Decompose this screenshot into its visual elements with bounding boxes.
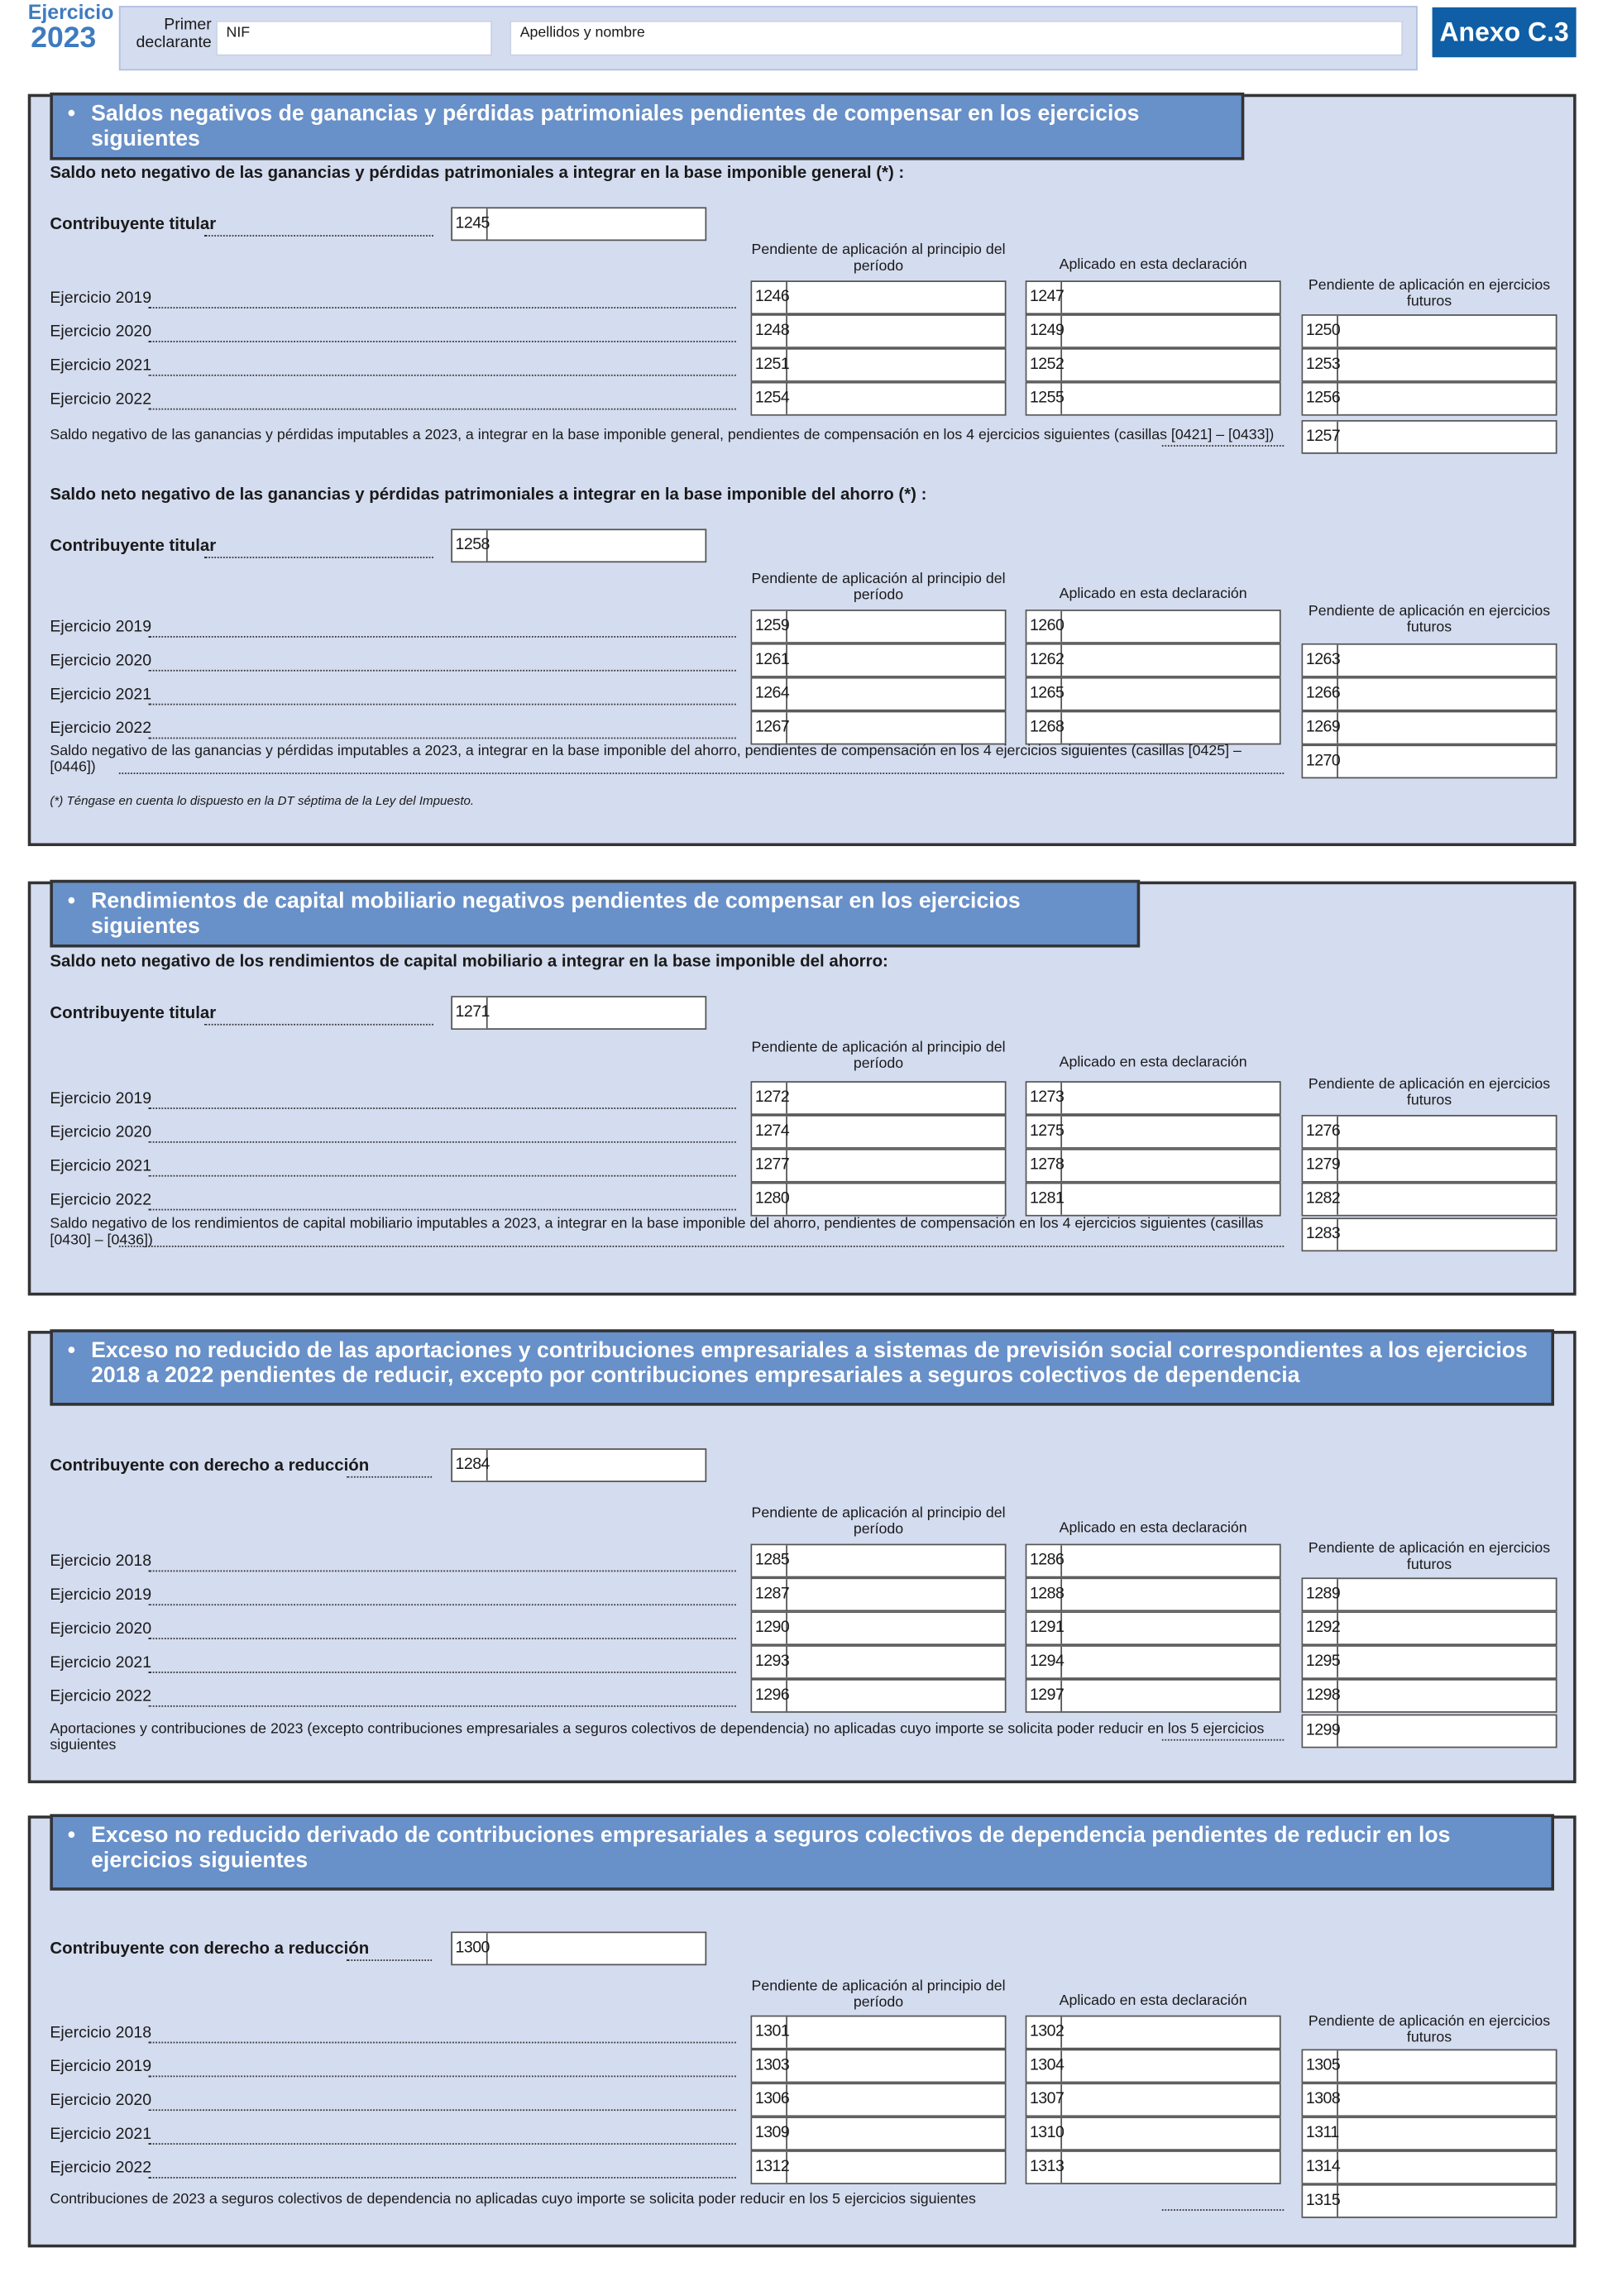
- col-header-applied: Aplicado en esta declaración: [1059, 1993, 1247, 2010]
- amount-field-total[interactable]: [1302, 2184, 1557, 2218]
- row-label: Ejercicio 2022: [50, 720, 152, 738]
- holder-label: Contribuyente titular: [50, 1004, 217, 1023]
- holder-field[interactable]: [451, 1931, 706, 1965]
- col-header-applied: Aplicado en esta declaración: [1059, 586, 1247, 603]
- holder-label: Contribuyente titular: [50, 538, 217, 556]
- amount-field-pending-start[interactable]: [751, 643, 1007, 677]
- casilla-code: 1311: [1303, 2118, 1338, 2149]
- amount-field-pending-future[interactable]: [1302, 2117, 1557, 2150]
- amount-field-applied[interactable]: [1026, 1544, 1281, 1578]
- col-header-applied: Aplicado en esta declaración: [1059, 1520, 1247, 1537]
- casilla-code: 1303: [752, 2050, 787, 2081]
- casilla-code: 1298: [1303, 1681, 1338, 1711]
- casilla-code: 1306: [752, 2084, 787, 2115]
- amount-field-pending-start[interactable]: [751, 1645, 1007, 1679]
- dot-leader: [148, 1672, 735, 1673]
- dot-leader: [1162, 445, 1284, 447]
- dot-leader: [148, 2177, 735, 2179]
- casilla-code: 1289: [1303, 1579, 1338, 1610]
- amount-field-applied[interactable]: [1026, 1577, 1281, 1611]
- dot-leader: [148, 738, 735, 739]
- casilla-code: 1312: [752, 2152, 787, 2183]
- casilla-code: 1314: [1303, 2152, 1338, 2183]
- amount-field-applied[interactable]: [1026, 711, 1281, 745]
- casilla-code: 1269: [1303, 712, 1338, 743]
- header-declarant-box: [119, 6, 1418, 70]
- amount-field-pending-start[interactable]: [751, 2050, 1007, 2083]
- nif-label: NIF: [226, 25, 251, 41]
- row-label: Ejercicio 2019: [50, 289, 152, 308]
- amount-field-applied[interactable]: [1026, 643, 1281, 677]
- casilla-code: 1245: [452, 208, 488, 239]
- casilla-code: 1256: [1303, 384, 1338, 414]
- amount-field-applied[interactable]: [1026, 314, 1281, 348]
- footnote: (*) Téngase en cuenta lo dispuesto en la DT séptima de la Ley del Impuesto.: [50, 793, 475, 808]
- casilla-code: 1248: [752, 316, 787, 347]
- casilla-code: 1296: [752, 1681, 787, 1711]
- holder-field[interactable]: [451, 1448, 706, 1482]
- row-label: Ejercicio 2018: [50, 2024, 152, 2042]
- amount-field-pending-start[interactable]: [751, 1149, 1007, 1183]
- col-header-applied: Aplicado en esta declaración: [1059, 1055, 1247, 1071]
- casilla-code: 1268: [1026, 712, 1062, 743]
- amount-field-applied[interactable]: [1026, 280, 1281, 314]
- row-label: Ejercicio 2022: [50, 1191, 152, 1209]
- dot-leader: [148, 375, 735, 376]
- dot-leader: [148, 1638, 735, 1639]
- casilla-code: 1291: [1026, 1613, 1062, 1643]
- bullet-icon: •: [67, 888, 76, 914]
- casilla-code: 1305: [1303, 2050, 1338, 2081]
- total-description: Contribuciones de 2023 a seguros colectivos de dependencia no aplicadas cuyo importe se solicita poder reducir en los 5 ejercicios siguientes: [50, 2191, 976, 2208]
- holder-label: Contribuyente titular: [50, 216, 217, 234]
- col-header-pending-future: Pendiente de aplicación en ejercicios futuros: [1308, 1076, 1551, 1108]
- section-title: [50, 1329, 1554, 1405]
- casilla-code: 1270: [1303, 746, 1338, 777]
- dot-leader: [148, 1141, 735, 1143]
- amount-field-applied[interactable]: [1026, 1115, 1281, 1149]
- amount-field-applied[interactable]: [1026, 2050, 1281, 2083]
- casilla-code: 1308: [1303, 2084, 1338, 2115]
- amount-field-applied[interactable]: [1026, 348, 1281, 382]
- holder-label: Contribuyente con derecho a reducción: [50, 1940, 370, 1959]
- row-label: Ejercicio 2022: [50, 2159, 152, 2178]
- dot-leader: [1162, 1739, 1284, 1741]
- amount-field-pending-future[interactable]: [1302, 2083, 1557, 2117]
- amount-field-pending-future[interactable]: [1302, 1645, 1557, 1679]
- anexo-badge: Anexo C.3: [1433, 7, 1576, 57]
- row-label: Ejercicio 2021: [50, 1653, 152, 1672]
- casilla-code: 1264: [752, 679, 787, 710]
- amount-field-applied[interactable]: [1026, 2016, 1281, 2050]
- casilla-code: 1277: [752, 1150, 787, 1181]
- row-label: Ejercicio 2019: [50, 618, 152, 637]
- dot-leader: [148, 1571, 735, 1572]
- dot-leader: [204, 235, 433, 237]
- amount-field-pending-future[interactable]: [1302, 1577, 1557, 1611]
- row-label: Ejercicio 2022: [50, 1687, 152, 1705]
- casilla-code: 1290: [752, 1613, 787, 1643]
- apellidos-field[interactable]: [510, 21, 1403, 56]
- amount-field-pending-start[interactable]: [751, 1679, 1007, 1713]
- amount-field-pending-start[interactable]: [751, 1183, 1007, 1217]
- amount-field-applied[interactable]: [1026, 1679, 1281, 1713]
- col-header-pending-start: Pendiente de aplicación al principio del período: [751, 1040, 1006, 1072]
- section-panel: [28, 882, 1576, 1296]
- amount-field-applied[interactable]: [1026, 1183, 1281, 1217]
- amount-field-pending-start[interactable]: [751, 711, 1007, 745]
- amount-field-pending-start[interactable]: [751, 2083, 1007, 2117]
- casilla-code: 1271: [452, 997, 488, 1028]
- casilla-code: 1249: [1026, 316, 1062, 347]
- amount-field-pending-start[interactable]: [751, 280, 1007, 314]
- dot-leader: [119, 1246, 1284, 1247]
- bullet-icon: •: [67, 1823, 76, 1849]
- amount-field-applied[interactable]: [1026, 2150, 1281, 2184]
- section-title: [50, 93, 1244, 160]
- casilla-code: 1261: [752, 645, 787, 676]
- section-title-text: Exceso no reducido de las aportaciones y contribuciones empresariales a sistemas de previsión social correspondientes a los ejercicios 2018 a 2022 pendientes de reducir, excepto por contribuciones empresariales a seguros colectivos de dependencia: [91, 1337, 1528, 1389]
- col-header-pending-future: Pendiente de aplicación en ejercicios futuros: [1308, 1541, 1551, 1573]
- casilla-code: 1259: [752, 611, 787, 642]
- dot-leader: [148, 2075, 735, 2077]
- row-label: Ejercicio 2020: [50, 1123, 152, 1141]
- amount-field-pending-start[interactable]: [751, 2117, 1007, 2150]
- row-label: Ejercicio 2020: [50, 652, 152, 670]
- dot-leader: [347, 1476, 432, 1478]
- row-label: Ejercicio 2021: [50, 356, 152, 375]
- casilla-code: 1266: [1303, 679, 1338, 710]
- casilla-code: 1251: [752, 350, 787, 380]
- casilla-code: 1300: [452, 1933, 488, 1964]
- amount-field-pending-future[interactable]: [1302, 1149, 1557, 1183]
- dot-leader: [148, 636, 735, 638]
- amount-field-pending-start[interactable]: [751, 1544, 1007, 1578]
- casilla-code: 1275: [1026, 1117, 1062, 1147]
- amount-field-pending-future[interactable]: [1302, 382, 1557, 416]
- block-subtitle: Saldo neto negativo de las ganancias y pérdidas patrimoniales a integrar en la base imponible general (*) :: [50, 164, 905, 183]
- casilla-code: 1263: [1303, 645, 1338, 676]
- section-panel: [28, 1815, 1576, 2247]
- amount-field-pending-future[interactable]: [1302, 314, 1557, 348]
- amount-field-applied[interactable]: [1026, 610, 1281, 643]
- amount-field-applied[interactable]: [1026, 1081, 1281, 1115]
- row-label: Ejercicio 2020: [50, 2092, 152, 2110]
- ejercicio-year: 2023: [31, 22, 97, 55]
- col-header-pending-start: Pendiente de aplicación al principio del período: [751, 242, 1006, 275]
- amount-field-pending-start[interactable]: [751, 1081, 1007, 1115]
- amount-field-pending-future[interactable]: [1302, 711, 1557, 745]
- dot-leader: [148, 1705, 735, 1707]
- casilla-code: 1292: [1303, 1613, 1338, 1643]
- row-label: Ejercicio 2021: [50, 1157, 152, 1175]
- casilla-code: 1280: [752, 1184, 787, 1214]
- casilla-code: 1293: [752, 1647, 787, 1677]
- dot-leader: [148, 670, 735, 672]
- col-header-pending-start: Pendiente de aplicación al principio del período: [751, 571, 1006, 604]
- amount-field-total[interactable]: [1302, 1217, 1557, 1251]
- section-title: [50, 880, 1140, 948]
- casilla-code: 1301: [752, 2016, 787, 2047]
- amount-field-pending-start[interactable]: [751, 1577, 1007, 1611]
- section-panel: [28, 94, 1576, 846]
- col-header-pending-start: Pendiente de aplicación al principio del período: [751, 1978, 1006, 2011]
- amount-field-pending-start[interactable]: [751, 610, 1007, 643]
- dot-leader: [347, 1959, 432, 1961]
- section-title-text: Saldos negativos de ganancias y pérdidas patrimoniales pendientes de compensar en los ejercicios siguientes: [91, 101, 1140, 151]
- amount-field-pending-start[interactable]: [751, 2150, 1007, 2184]
- amount-field-applied[interactable]: [1026, 677, 1281, 711]
- casilla-code: 1287: [752, 1579, 787, 1610]
- apellidos-label: Apellidos y nombre: [519, 25, 645, 41]
- row-label: Ejercicio 2019: [50, 1586, 152, 1605]
- casilla-code: 1281: [1026, 1184, 1062, 1214]
- holder-field[interactable]: [451, 529, 706, 562]
- casilla-code: 1246: [752, 282, 787, 313]
- col-header-pending-future: Pendiente de aplicación en ejercicios futuros: [1308, 277, 1551, 309]
- amount-field-applied[interactable]: [1026, 1611, 1281, 1645]
- row-label: Ejercicio 2022: [50, 390, 152, 409]
- col-header-pending-future: Pendiente de aplicación en ejercicios futuros: [1308, 603, 1551, 636]
- casilla-code: 1254: [752, 384, 787, 414]
- casilla-code: 1250: [1303, 316, 1338, 347]
- casilla-code: 1274: [752, 1117, 787, 1147]
- col-header-pending-start: Pendiente de aplicación al principio del período: [751, 1505, 1006, 1538]
- holder-field[interactable]: [451, 996, 706, 1030]
- amount-field-applied[interactable]: [1026, 2083, 1281, 2117]
- casilla-code: 1315: [1303, 2186, 1338, 2217]
- casilla-code: 1285: [752, 1545, 787, 1576]
- amount-field-total[interactable]: [1302, 744, 1557, 778]
- casilla-code: 1309: [752, 2118, 787, 2149]
- dot-leader: [148, 2042, 735, 2044]
- casilla-code: 1288: [1026, 1579, 1062, 1610]
- dot-leader: [148, 1604, 735, 1605]
- casilla-code: 1297: [1026, 1681, 1062, 1711]
- row-label: Ejercicio 2019: [50, 2058, 152, 2076]
- casilla-code: 1267: [752, 712, 787, 743]
- casilla-code: 1262: [1026, 645, 1062, 676]
- casilla-code: 1260: [1026, 611, 1062, 642]
- block-subtitle: Saldo neto negativo de los rendimientos de capital mobiliario a integrar en la base imponible del ahorro:: [50, 953, 888, 971]
- total-description: Aportaciones y contribuciones de 2023 (excepto contribuciones empresariales a seguros colectivos de dependencia) no aplicadas cuyo importe se solicita poder reducir en los 5 ejercicios siguientes: [50, 1721, 1265, 1754]
- dot-leader: [119, 773, 1284, 774]
- amount-field-pending-future[interactable]: [1302, 643, 1557, 677]
- casilla-code: 1286: [1026, 1545, 1062, 1576]
- bullet-icon: •: [67, 1337, 76, 1364]
- amount-field-pending-future[interactable]: [1302, 2050, 1557, 2083]
- casilla-code: 1247: [1026, 282, 1062, 313]
- amount-field-pending-start[interactable]: [751, 348, 1007, 382]
- dot-leader: [148, 1107, 735, 1109]
- col-header-applied: Aplicado en esta declaración: [1059, 256, 1247, 274]
- dot-leader: [148, 1175, 735, 1177]
- block-subtitle: Saldo neto negativo de las ganancias y pérdidas patrimoniales a integrar en la base imponible del ahorro (*) :: [50, 486, 927, 505]
- dot-leader: [204, 557, 433, 558]
- amount-field-pending-start[interactable]: [751, 1115, 1007, 1149]
- casilla-code: 1307: [1026, 2084, 1062, 2115]
- casilla-code: 1302: [1026, 2016, 1062, 2047]
- casilla-code: 1310: [1026, 2118, 1062, 2149]
- casilla-code: 1255: [1026, 384, 1062, 414]
- row-label: Ejercicio 2021: [50, 686, 152, 704]
- amount-field-pending-future[interactable]: [1302, 677, 1557, 711]
- amount-field-pending-future[interactable]: [1302, 1611, 1557, 1645]
- casilla-code: 1272: [752, 1083, 787, 1113]
- amount-field-pending-future[interactable]: [1302, 348, 1557, 382]
- section-panel: [28, 1331, 1576, 1783]
- dot-leader: [148, 2143, 735, 2145]
- declarante-label: declarante: [136, 33, 212, 52]
- col-header-pending-future: Pendiente de aplicación en ejercicios futuros: [1308, 2013, 1551, 2046]
- casilla-code: 1283: [1303, 1219, 1338, 1250]
- amount-field-pending-future[interactable]: [1302, 1183, 1557, 1217]
- amount-field-applied[interactable]: [1026, 1149, 1281, 1183]
- dot-leader: [148, 409, 735, 410]
- ejercicio-label: Ejercicio: [27, 0, 114, 24]
- casilla-code: 1294: [1026, 1647, 1062, 1677]
- holder-field[interactable]: [451, 207, 706, 241]
- row-label: Ejercicio 2020: [50, 1619, 152, 1638]
- amount-field-pending-future[interactable]: [1302, 1115, 1557, 1149]
- amount-field-total[interactable]: [1302, 420, 1557, 454]
- casilla-code: 1265: [1026, 679, 1062, 710]
- amount-field-pending-start[interactable]: [751, 677, 1007, 711]
- amount-field-total[interactable]: [1302, 1715, 1557, 1748]
- casilla-code: 1252: [1026, 350, 1062, 380]
- nif-field[interactable]: [216, 21, 492, 56]
- row-label: Ejercicio 2019: [50, 1089, 152, 1108]
- casilla-code: 1257: [1303, 422, 1338, 452]
- amount-field-pending-future[interactable]: [1302, 1679, 1557, 1713]
- dot-leader: [148, 1209, 735, 1211]
- dot-leader: [148, 704, 735, 706]
- row-label: Ejercicio 2018: [50, 1552, 152, 1571]
- row-label: Ejercicio 2021: [50, 2125, 152, 2144]
- casilla-code: 1282: [1303, 1184, 1338, 1214]
- casilla-code: 1276: [1303, 1117, 1338, 1147]
- amount-field-pending-start[interactable]: [751, 382, 1007, 416]
- dot-leader: [148, 2109, 735, 2111]
- amount-field-pending-future[interactable]: [1302, 2150, 1557, 2184]
- section-title-text: Rendimientos de capital mobiliario negativos pendientes de compensar en los ejercicios siguientes: [91, 888, 1021, 939]
- section-title-text: Exceso no reducido derivado de contribuciones empresariales a seguros colectivos de dependencia pendientes de reducir en los ejercicios siguientes: [91, 1823, 1451, 1873]
- amount-field-pending-start[interactable]: [751, 2016, 1007, 2050]
- casilla-code: 1279: [1303, 1150, 1338, 1181]
- amount-field-pending-start[interactable]: [751, 1611, 1007, 1645]
- holder-label: Contribuyente con derecho a reducción: [50, 1457, 370, 1476]
- amount-field-applied[interactable]: [1026, 2117, 1281, 2150]
- row-label: Ejercicio 2020: [50, 323, 152, 342]
- dot-leader: [204, 1024, 433, 1026]
- casilla-code: 1284: [452, 1450, 488, 1480]
- casilla-code: 1258: [452, 530, 488, 561]
- casilla-code: 1253: [1303, 350, 1338, 380]
- section-title: [50, 1814, 1554, 1890]
- casilla-code: 1295: [1303, 1647, 1338, 1677]
- dot-leader: [148, 307, 735, 309]
- casilla-code: 1273: [1026, 1083, 1062, 1113]
- casilla-code: 1299: [1303, 1715, 1338, 1746]
- casilla-code: 1304: [1026, 2050, 1062, 2081]
- amount-field-pending-start[interactable]: [751, 314, 1007, 348]
- casilla-code: 1278: [1026, 1150, 1062, 1181]
- primer-label: Primer: [164, 16, 212, 34]
- dot-leader: [148, 341, 735, 342]
- total-description: Saldo negativo de las ganancias y pérdidas imputables a 2023, a integrar en la base imponible general, pendientes de compensación en los 4 ejercicios siguientes (casillas [0421] – [0433]): [50, 427, 1275, 444]
- total-description: Saldo negativo de los rendimientos de capital mobiliario imputables a 2023, a integrar en la base imponible del ahorro, pendientes de compensación en los 4 ejercicios siguientes (casillas [0430] – [0436]): [50, 1216, 1264, 1249]
- amount-field-applied[interactable]: [1026, 382, 1281, 416]
- total-description: Saldo negativo de las ganancias y pérdidas imputables a 2023, a integrar en la base imponible del ahorro, pendientes de compensación en los 4 ejercicios siguientes (casillas [0425] – [0446]): [50, 743, 1242, 776]
- bullet-icon: •: [67, 101, 76, 127]
- amount-field-applied[interactable]: [1026, 1645, 1281, 1679]
- dot-leader: [1162, 2209, 1284, 2211]
- casilla-code: 1313: [1026, 2152, 1062, 2183]
